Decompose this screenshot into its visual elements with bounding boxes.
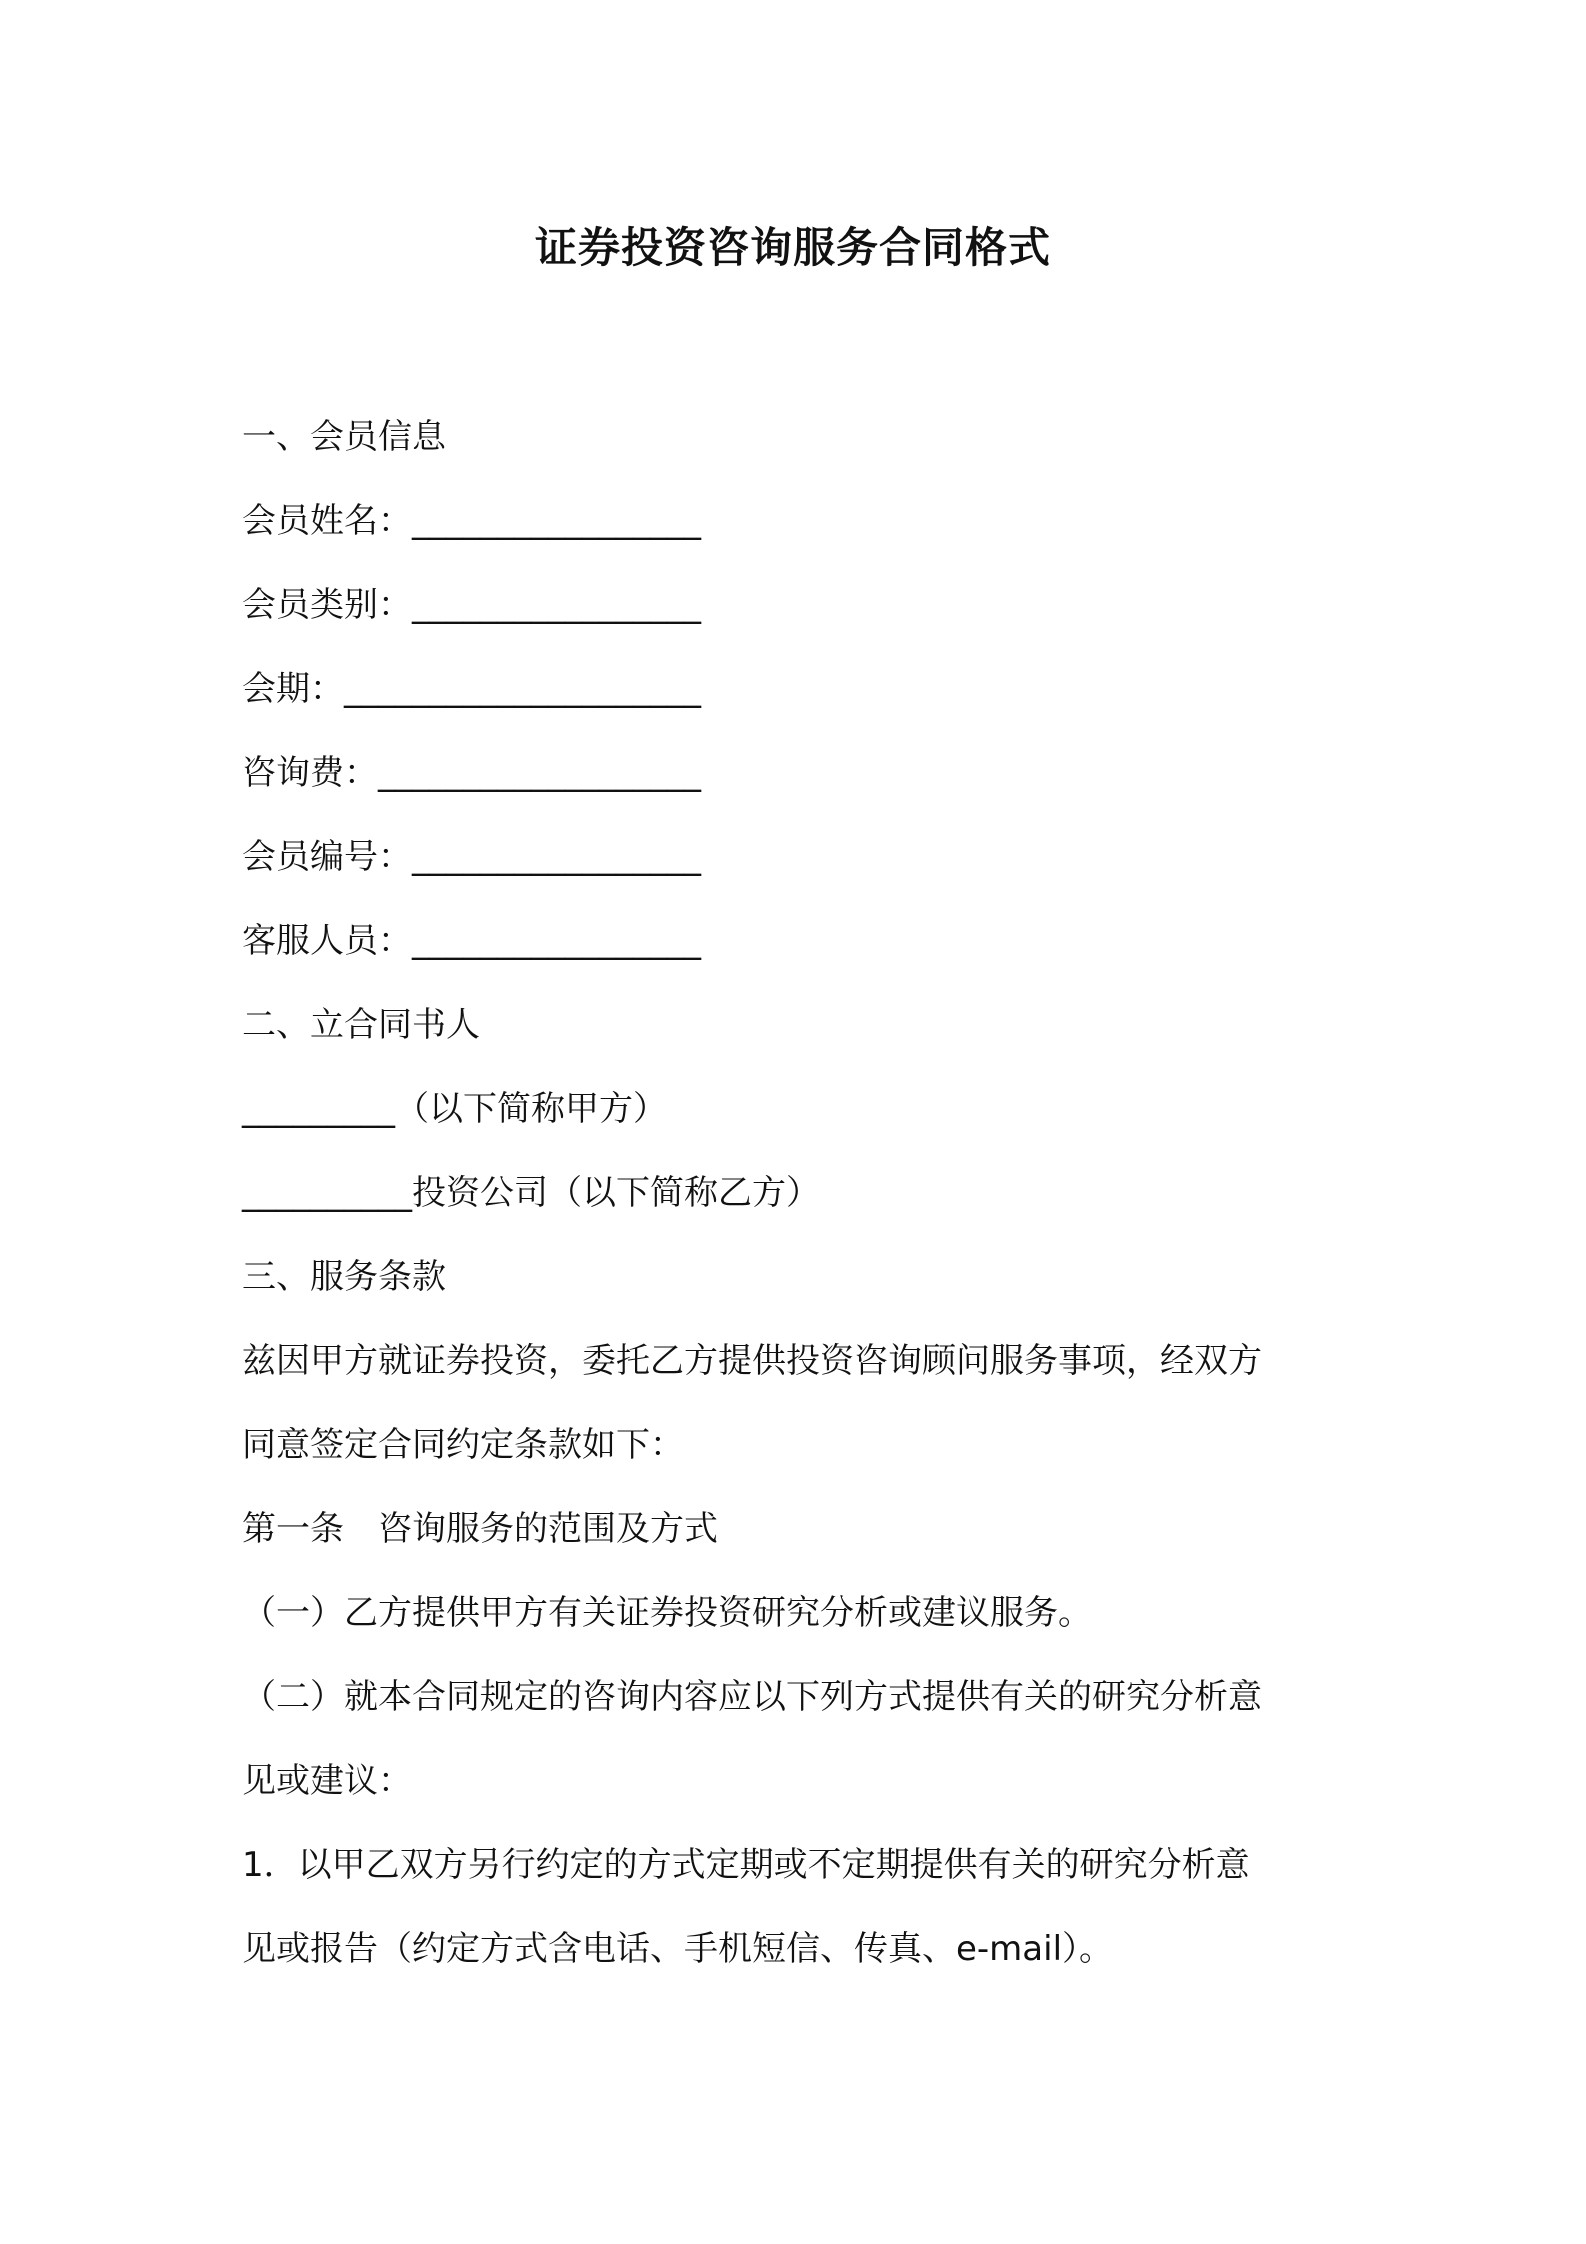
clause-item-1: （一）乙方提供甲方有关证券投资研究分析或建议服务。	[242, 1593, 1092, 1633]
field-consulting-fee	[242, 748, 701, 798]
fill-blank: ___________________	[378, 753, 701, 793]
field-label: 会员类别：	[242, 585, 412, 625]
party-b-text: 投资公司（以下简称乙方）	[412, 1173, 820, 1213]
section-heading-service-terms: 三、服务条款	[242, 1257, 446, 1297]
field-membership-period	[242, 664, 701, 714]
fill-blank: _________	[242, 1089, 395, 1129]
fill-blank: _________________	[412, 585, 701, 625]
field-member-number	[242, 832, 701, 882]
section-heading-parties: 二、立合同书人	[242, 1005, 480, 1045]
fill-blank: _____________________	[344, 669, 701, 709]
field-label: 会员姓名：	[242, 501, 412, 541]
field-label: 会期：	[242, 669, 344, 709]
fill-blank: __________	[242, 1173, 412, 1213]
article-1-title: 第一条 咨询服务的范围及方式	[242, 1509, 718, 1549]
clause-item-2-line-2: 见或建议：	[242, 1761, 412, 1801]
clause-item-2-line-1: （二）就本合同规定的咨询内容应以下列方式提供有关的研究分析意	[242, 1677, 1262, 1717]
field-customer-service-staff	[242, 916, 701, 966]
section-heading-member-info: 一、会员信息	[242, 417, 446, 457]
intro-paragraph-line-1: 兹因甲方就证券投资，委托乙方提供投资咨询顾问服务事项，经双方	[242, 1341, 1262, 1381]
field-label: 会员编号：	[242, 837, 412, 877]
clause-point-1-line-1: 1．以甲乙双方另行约定的方式定期或不定期提供有关的研究分析意	[242, 1845, 1250, 1885]
field-member-category	[242, 580, 701, 630]
fill-blank: _________________	[412, 501, 701, 541]
field-label: 客服人员：	[242, 921, 412, 961]
document-title: 证券投资咨询服务合同格式	[534, 223, 1051, 272]
fill-blank: _________________	[412, 837, 701, 877]
party-a-line	[242, 1084, 667, 1134]
fill-blank: _________________	[412, 921, 701, 961]
field-label: 咨询费：	[242, 753, 378, 793]
party-a-text: （以下简称甲方）	[395, 1089, 667, 1129]
party-b-line	[242, 1168, 820, 1218]
clause-point-1-line-2: 见或报告（约定方式含电话、手机短信、传真、e-mail）。	[242, 1929, 1114, 1969]
field-member-name	[242, 496, 701, 546]
intro-paragraph-line-2: 同意签定合同约定条款如下：	[242, 1425, 684, 1465]
